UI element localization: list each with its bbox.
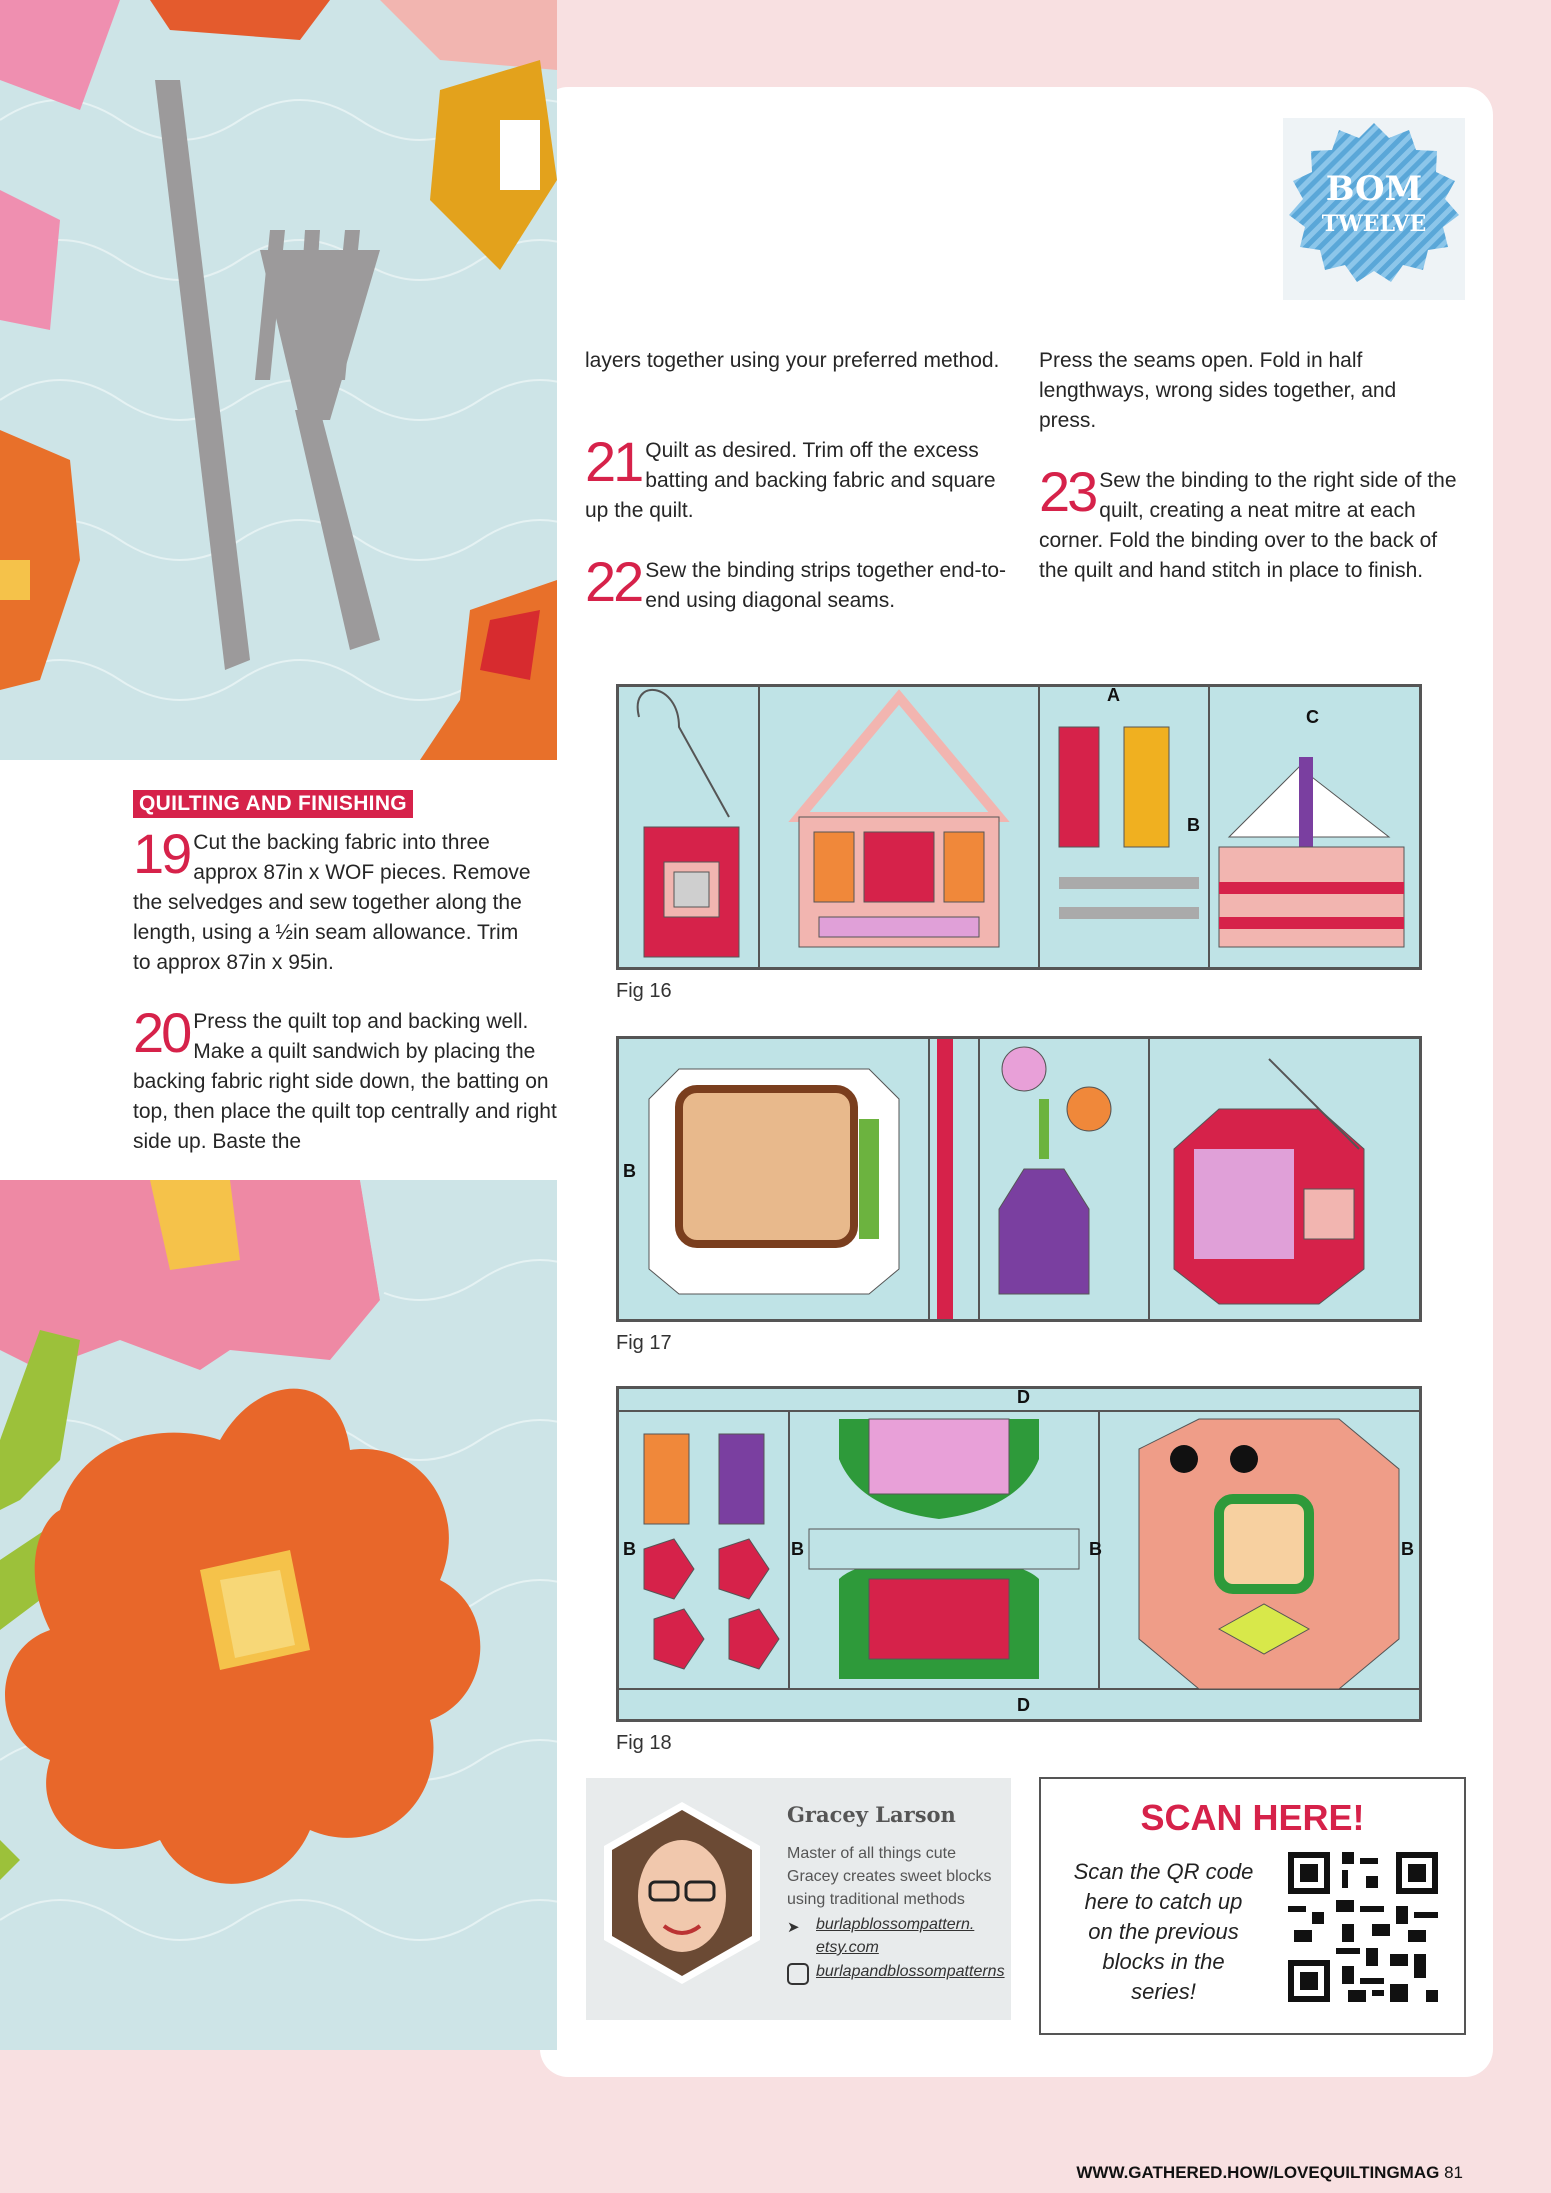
- step-20-continued: [585, 346, 1015, 376]
- step-number: 23: [1039, 460, 1096, 523]
- author-bio-box: [586, 1778, 1011, 2020]
- step-number: 19: [133, 822, 190, 885]
- scan-text: Scan the QR code here to catch up on the previous blocks in the series!: [1073, 1859, 1254, 2004]
- step-22: [585, 550, 1015, 616]
- step-19: [133, 822, 533, 978]
- page-number: 81: [1444, 2163, 1463, 2182]
- figure-18-caption: Fig 18: [616, 1732, 672, 1754]
- figure-label: A: [1107, 685, 1120, 705]
- figure-label: B: [1401, 1539, 1414, 1559]
- quilt-photo-bottom: [0, 1180, 557, 2050]
- author-link-etsy[interactable]: burlapblossompattern.: [816, 1916, 975, 1933]
- step-text: Press the quilt top and backing well. Make a quilt sandwich by placing the backing fabric right side down, the batting on top, then place the quilt top centrally and right side up. Baste the: [133, 1010, 557, 1153]
- figure-18-diagram: [616, 1386, 1422, 1722]
- step-22-continued: [1039, 346, 1459, 436]
- step-21: [585, 430, 1015, 526]
- figure-17-diagram: [616, 1036, 1422, 1322]
- figure-label: B: [1187, 815, 1200, 835]
- step-number: 22: [585, 550, 642, 613]
- figure-label: C: [1306, 707, 1319, 727]
- step-number: 21: [585, 430, 642, 493]
- qr-code-icon[interactable]: [1288, 1852, 1438, 2002]
- author-name: Gracey Larson: [787, 1802, 956, 1827]
- figure-label: D: [1017, 1695, 1030, 1715]
- step-text: Sew the binding strips together end-to-end using diagonal seams.: [645, 559, 1007, 612]
- author-bio: Master of all things cute Gracey creates sweet blocks using traditional methods: [787, 1845, 992, 1908]
- step-text: Cut the backing fabric into three approx 87in x WOF pieces. Remove the selvedges and sew together along the length, using a ½in seam allowance. Trim to approx 87in x 95in.: [133, 831, 531, 974]
- cursor-icon: ➤: [787, 1919, 800, 1936]
- footer-url[interactable]: WWW.GATHERED.HOW/LOVEQUILTINGMAG: [1076, 2163, 1440, 2182]
- figure-label: B: [623, 1161, 636, 1181]
- step-number: 20: [133, 1001, 190, 1064]
- author-link-instagram[interactable]: burlapandblossompatterns: [816, 1963, 1005, 1980]
- quilt-photo-top: [0, 0, 557, 760]
- badge-line2: TWELVE: [1321, 211, 1427, 237]
- figure-label: B: [1089, 1539, 1102, 1559]
- step-20: [133, 1001, 558, 1157]
- instagram-icon: [787, 1963, 809, 1985]
- scan-qr-box: [1039, 1777, 1466, 2035]
- step-text: layers together using your preferred method.: [585, 349, 1000, 372]
- section-heading: QUILTING AND FINISHING: [133, 790, 413, 818]
- figure-label: D: [1017, 1387, 1030, 1407]
- author-link-etsy-cont[interactable]: etsy.com: [816, 1939, 879, 1956]
- step-text: Sew the binding to the right side of the quilt, creating a neat mitre at each corner. Fold the binding over to the back of the quilt and hand stitch in place to finish.: [1039, 469, 1457, 582]
- step-text: Quilt as desired. Trim off the excess batting and backing fabric and square up the quilt.: [585, 439, 996, 522]
- author-avatar: [600, 1798, 765, 1988]
- step-text: Press the seams open. Fold in half lengthways, wrong sides together, and press.: [1039, 349, 1397, 432]
- figure-label: B: [623, 1539, 636, 1559]
- scan-title: SCAN HERE!: [1140, 1797, 1365, 1838]
- badge-line1: BOM: [1325, 169, 1423, 209]
- figure-17-caption: Fig 17: [616, 1332, 672, 1354]
- figure-16-diagram: [616, 684, 1422, 970]
- page-footer: [1076, 2163, 1463, 2183]
- bom-twelve-badge: [1283, 118, 1465, 300]
- figure-16-caption: Fig 16: [616, 980, 672, 1002]
- figure-label: B: [791, 1539, 804, 1559]
- step-23: [1039, 460, 1459, 586]
